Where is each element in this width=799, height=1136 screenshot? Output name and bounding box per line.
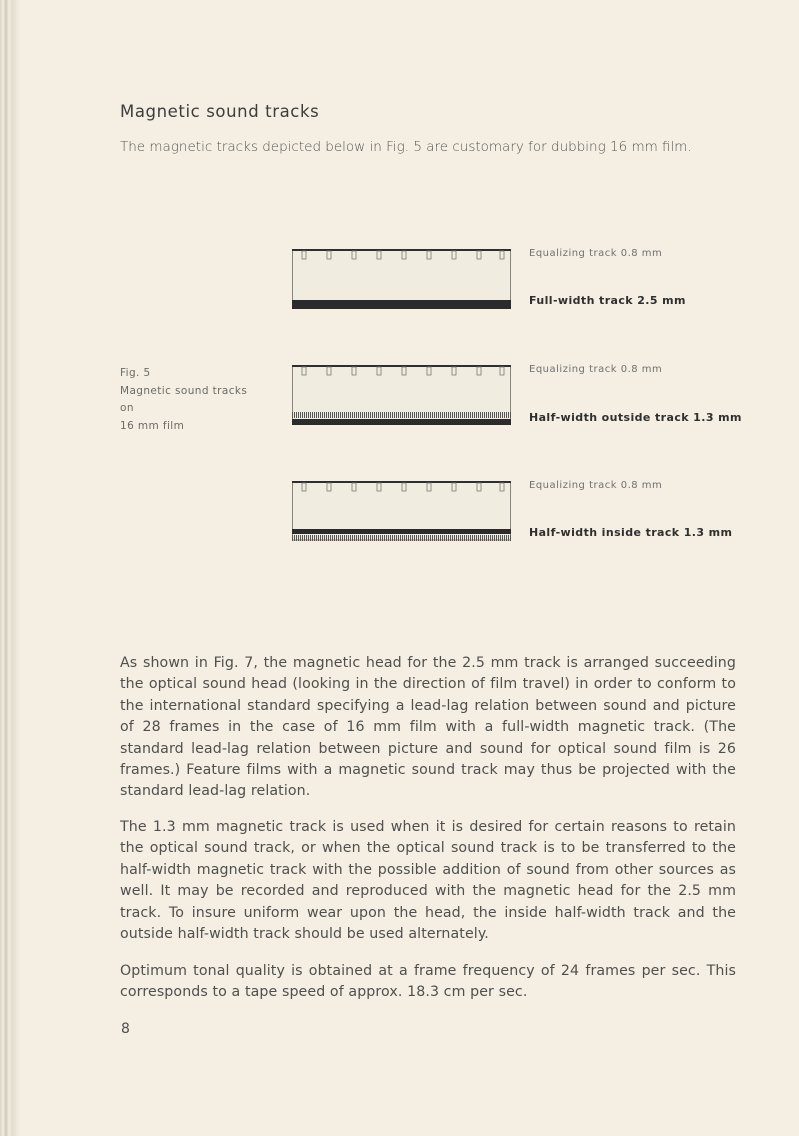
page-number: 8 [121, 1021, 130, 1037]
equalizing-track-label: Equalizing track 0.8 mm [529, 248, 663, 259]
half-width-outside-track-label: Half-width outside track 1.3 mm [529, 411, 742, 424]
binding-edge [0, 0, 20, 1136]
equalizing-track-label: Equalizing track 0.8 mm [529, 364, 663, 375]
half-width-inside-track-label: Half-width inside track 1.3 mm [529, 526, 733, 539]
figure-caption-line: Magnetic sound tracks [120, 384, 248, 397]
figure-caption-line: on [120, 402, 134, 414]
film-strip-half-width-inside [292, 481, 511, 541]
optical-sound-track [292, 412, 511, 418]
paragraph-text: As shown in Fig. 7, the magnetic head for the 2.5 mm track is arranged succeeding the optical sound head (looking in the direction of film travel) in order to conform to the international standard specifying a lead-lag relation between sound and picture of 28 frames in the case of 16 mm film with a full-width magnetic track. (The standard lead-lag relation between picture and sound for optical sound film is 26 frames.) Feature films with a magnetic sound track may thus be projected with the standard lead-lag relation. [120, 655, 736, 800]
full-width-track-label: Full-width track 2.5 mm [529, 294, 686, 307]
film-strip-half-width-outside [292, 365, 511, 425]
equalizing-track-label: Equalizing track 0.8 mm [529, 480, 663, 491]
paragraph-tonal-quality [120, 961, 736, 1004]
inside-magnetic-track [292, 529, 511, 534]
outside-magnetic-track [292, 419, 511, 425]
paragraph-text: Optimum tonal quality is obtained at a frame frequency of 24 frames per sec. This corresponds to a tape speed of approx. 18.3 cm per sec. [120, 963, 736, 1001]
paragraph-lead-lag [120, 653, 736, 803]
full-width-magnetic-track [292, 300, 511, 309]
film-strip-full-width [292, 249, 511, 309]
paragraph-text: The 1.3 mm magnetic track is used when it is desired for certain reasons to retain the optical sound track, or when the optical sound track is to be transferred to the half-width magnetic track with the possible addition of sound from other sources as well. It may be recorded and reproduced with the magnetic head for the 2.5 mm track. To insure uniform wear upon the head, the inside half-width track and the outside half-width track should be used alternately. [120, 819, 736, 943]
intro-text: The magnetic tracks depicted below in Fig. 5 are customary for dubbing 16 mm film. [120, 139, 692, 155]
section-heading: Magnetic sound tracks [120, 102, 320, 121]
paragraph-half-width [120, 817, 736, 945]
figure-caption [120, 365, 247, 435]
optical-sound-track [292, 535, 511, 541]
figure-caption-line: Fig. 5 [120, 367, 151, 379]
figure-caption-line: 16 mm film [120, 419, 185, 432]
